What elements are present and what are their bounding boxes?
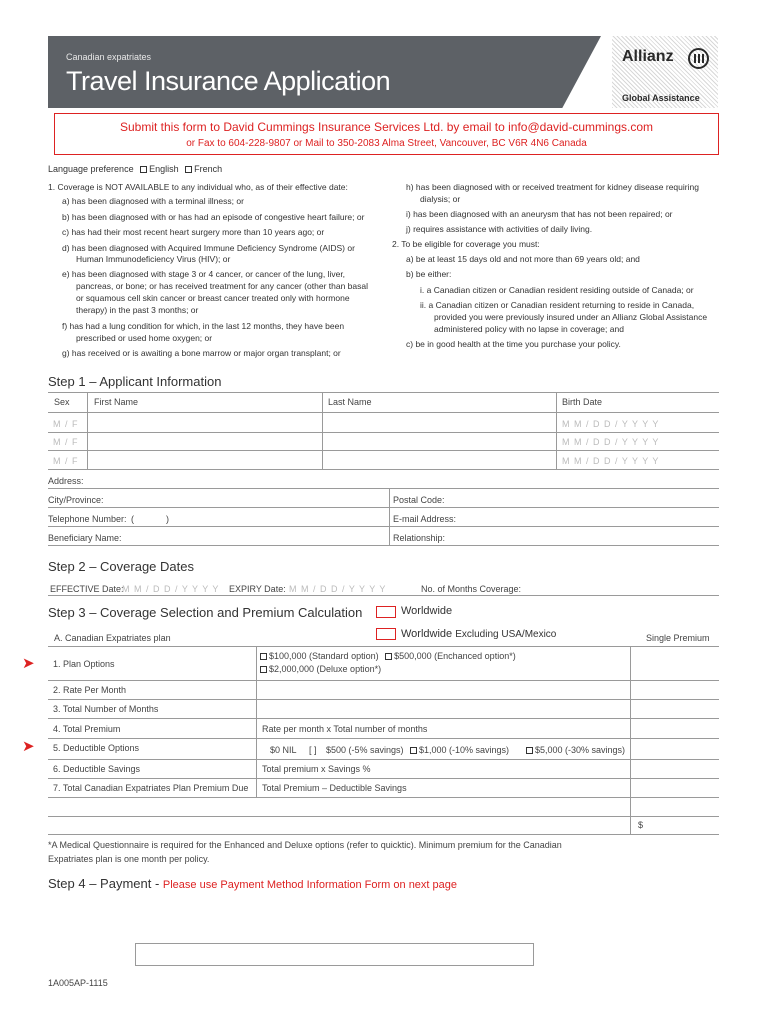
- row-total-due: 7. Total Canadian Expatriates Plan Premium Due: [53, 783, 249, 793]
- premium-row-rule-2: [48, 699, 719, 700]
- applicant1-first-name[interactable]: [90, 413, 320, 431]
- allianz-logo: Allianz: [622, 48, 674, 65]
- eligibility-1h-cont: dialysis; or: [420, 194, 461, 204]
- submission-notice-line2: or Fax to 604-228-9807 or Mail to 350-2083 Alma Street, Vancouver, BC V6R 4N6 Canada: [186, 138, 587, 149]
- eligibility-1e-cont2: or squamous cell skin cancer or breast cancer treated only with hormone: [76, 293, 350, 303]
- plan-label: A. Canadian Expatriates plan: [54, 633, 171, 643]
- row-rate-per-month: 2. Rate Per Month: [53, 685, 127, 695]
- eligibility-1d: d) has been diagnosed with Acquired Immune Deficiency Syndrome (AIDS) or: [62, 243, 355, 253]
- address-label: Address:: [48, 476, 84, 486]
- address-field[interactable]: [48, 488, 719, 489]
- col-sex: Sex: [54, 397, 70, 407]
- eligibility-1c: c) has had their most recent heart surgery more than 10 years ago; or: [62, 227, 325, 237]
- eligibility-1b: b) has been diagnosed with or has had an episode of congestive heart failure; or: [62, 212, 365, 222]
- option-500k-checkbox[interactable]: [385, 653, 392, 660]
- deductible-500-box[interactable]: [ ]: [309, 745, 317, 755]
- applicant3-sex[interactable]: M / F: [53, 456, 79, 466]
- allianz-eagle-icon: [688, 48, 709, 69]
- single-premium-label: Single Premium: [646, 633, 710, 643]
- deductible-savings-desc: Total premium x Savings %: [262, 764, 371, 774]
- plan-option-row1: [260, 651, 516, 661]
- plan-option-row2: [260, 664, 381, 674]
- option-2m-checkbox[interactable]: [260, 666, 267, 673]
- city-label: City/Province:: [48, 495, 104, 505]
- eligibility-1e-cont1: pancreas, or bone; or has received treatment for any cancer (other than basal: [76, 281, 368, 291]
- step4-title-text: Step 4 – Payment -: [48, 876, 163, 891]
- phone-area-open: (: [131, 514, 134, 524]
- french-label: French: [194, 164, 223, 174]
- language-label: Language preference: [48, 164, 134, 174]
- premium-row-rule-4: [48, 738, 719, 739]
- deductible-nil[interactable]: $0 NIL: [270, 745, 297, 755]
- eligibility-item-1: 1. Coverage is NOT AVAILABLE to any individual who, as of their effective date:: [48, 182, 348, 192]
- applicant3-last-name[interactable]: [325, 451, 554, 468]
- premium-row-rule-0: [48, 646, 719, 647]
- eligibility-1h: h) has been diagnosed with or received treatment for kidney disease requiring: [406, 182, 699, 192]
- phone-area-close: ): [166, 514, 169, 524]
- option-2m-label: $2,000,000 (Deluxe option*): [269, 664, 382, 674]
- option-100k-label: $100,000 (Standard option): [269, 651, 379, 661]
- footnote-line2: Expatriates plan is one month per policy.: [48, 854, 210, 864]
- applicant3-birth-date[interactable]: M M / D D / Y Y Y Y: [562, 456, 660, 466]
- applicant2-last-name[interactable]: [325, 433, 554, 449]
- total-due-desc: Total Premium – Deductible Savings: [262, 783, 407, 793]
- plan-options-arrow-icon: ➤: [22, 655, 35, 672]
- premium-col-1: [256, 646, 257, 797]
- eligibility-1a: a) has been diagnosed with a terminal illness; or: [62, 196, 244, 206]
- row-total-months: 3. Total Number of Months: [53, 704, 159, 714]
- eligibility-2a: a) be at least 15 days old and not more than 69 years old; and: [406, 254, 640, 264]
- col-birth-date: Birth Date: [562, 397, 603, 407]
- french-checkbox[interactable]: [185, 166, 192, 173]
- premium-row-rule-7: [48, 797, 719, 798]
- effective-date-label: EFFECTIVE Date:: [50, 584, 124, 594]
- eligibility-1d-cont: Human Immunodeficiency Virus (HIV); or: [76, 254, 231, 264]
- contact-divider: [389, 488, 390, 545]
- logo-subtitle: Global Assistance: [622, 93, 700, 103]
- applicant-grid-col-2: [322, 392, 323, 469]
- worldwide-label: Worldwide: [401, 605, 453, 617]
- applicant2-first-name[interactable]: [90, 433, 320, 449]
- deductible-1000-checkbox[interactable]: [410, 747, 417, 754]
- form-code: 1A005AP-1115: [48, 978, 108, 988]
- premium-col-2: [630, 646, 631, 834]
- worldwide-ex-usa-label: [401, 628, 556, 640]
- premium-row-rule-8: [48, 816, 719, 817]
- deductible-1000-option: [410, 745, 509, 755]
- col-last-name: Last Name: [328, 397, 372, 407]
- step1-title: Step 1 – Applicant Information: [48, 374, 222, 389]
- coverage-dates-rule: [48, 595, 719, 596]
- applicant3-first-name[interactable]: [90, 451, 320, 468]
- row-total-premium: 4. Total Premium: [53, 724, 121, 734]
- relationship-label: Relationship:: [393, 533, 446, 543]
- worldwide-checkbox[interactable]: [376, 606, 396, 618]
- beneficiary-label: Beneficiary Name:: [48, 533, 122, 543]
- postal-label: Postal Code:: [393, 495, 445, 505]
- eligibility-item-2: 2. To be eligible for coverage you must:: [392, 239, 540, 249]
- worldwide-ex-label-2: Excluding USA/Mexico: [455, 629, 557, 640]
- effective-date-input[interactable]: M M / D D / Y Y Y Y: [122, 584, 220, 594]
- deductible-500: $500 (-5% savings): [326, 745, 404, 755]
- worldwide-ex-label-1: Worldwide: [401, 628, 453, 640]
- option-500k-label: $500,000 (Enchanced option*): [394, 651, 516, 661]
- step3-title: Step 3 – Coverage Selection and Premium Calculation: [48, 605, 363, 620]
- months-coverage-label: No. of Months Coverage:: [421, 584, 522, 594]
- eligibility-2b-ii-cont1: provided you were previously insured under an Allianz Global Assistance: [434, 312, 708, 322]
- applicant1-sex[interactable]: M / F: [53, 419, 79, 429]
- step4-title: [48, 876, 457, 891]
- applicant-grid-rule-4: [48, 469, 719, 470]
- step4-payment-note: Please use Payment Method Information Form on next page: [162, 879, 458, 891]
- expiry-date-label: EXPIRY Date:: [229, 584, 286, 594]
- deductible-5000-label: $5,000 (-30% savings): [535, 745, 626, 755]
- eligibility-2b-ii: ii. a Canadian citizen or Canadian resident returning to reside in Canada,: [420, 300, 695, 310]
- premium-row-rule-1: [48, 680, 719, 681]
- eligibility-2b: b) be either:: [406, 269, 452, 279]
- premium-row-rule-3: [48, 718, 719, 719]
- email-label: E-mail Address:: [393, 514, 457, 524]
- applicant1-last-name[interactable]: [325, 413, 554, 431]
- applicant-grid-col-1: [87, 392, 88, 469]
- footnote-line1: *A Medical Questionnaire is required for the Enhanced and Deluxe options (refer to quicktic). Minimum premium for the Canadian: [48, 840, 562, 850]
- col-first-name: First Name: [94, 397, 139, 407]
- eligibility-1f-cont: prescribed or used home oxygen; or: [76, 333, 213, 343]
- deductible-5000-option: [526, 745, 625, 755]
- eligibility-1f: f) has had a lung condition for which, in the last 12 months, they have been: [62, 321, 345, 331]
- deductible-1000-label: $1,000 (-10% savings): [419, 745, 510, 755]
- phone-label: Telephone Number:: [48, 514, 127, 524]
- deductible-5000-checkbox[interactable]: [526, 747, 533, 754]
- city-postal-field[interactable]: [48, 507, 719, 508]
- phone-email-field[interactable]: [48, 526, 719, 527]
- english-checkbox[interactable]: [140, 166, 147, 173]
- total-due-dollar: $: [638, 820, 644, 830]
- submission-notice-line1: Submit this form to David Cummings Insurance Services Ltd. by email to info@david-cummings.com: [119, 120, 654, 134]
- eligibility-1g: g) has received or is awaiting a bone marrow or major organ transplant; or: [62, 348, 341, 358]
- premium-row-rule-5: [48, 759, 719, 760]
- english-label: English: [149, 164, 179, 174]
- page-title: Travel Insurance Application: [66, 66, 391, 96]
- option-100k-checkbox[interactable]: [260, 653, 267, 660]
- total-premium-desc: Rate per month x Total number of months: [262, 724, 428, 734]
- applicant2-sex[interactable]: M / F: [53, 437, 79, 447]
- step2-title: Step 2 – Coverage Dates: [48, 559, 194, 574]
- row-plan-options: 1. Plan Options: [53, 659, 115, 669]
- row-deductible-options: 5. Deductible Options: [53, 743, 140, 753]
- eligibility-1i: i) has been diagnosed with an aneurysm that has not been repaired; or: [406, 209, 673, 219]
- applicant1-birth-date[interactable]: M M / D D / Y Y Y Y: [562, 419, 660, 429]
- eligibility-1j: j) requires assistance with activities of daily living.: [406, 224, 593, 234]
- premium-row-rule-9: [48, 834, 719, 835]
- beneficiary-field[interactable]: [48, 545, 719, 546]
- header-subtitle: Canadian expatriates: [66, 52, 152, 62]
- eligibility-1e: e) has been diagnosed with stage 3 or 4 cancer, or cancer of the lung, liver,: [62, 269, 346, 279]
- signature-box[interactable]: [135, 943, 534, 966]
- eligibility-2c: c) be in good health at the time you purchase your policy.: [406, 339, 621, 349]
- applicant-grid-col-3: [556, 392, 557, 469]
- eligibility-1e-cont3: therapy) in the past 3 months; or: [76, 305, 199, 315]
- eligibility-2b-i: i. a Canadian citizen or Canadian resident residing outside of Canada; or: [420, 285, 694, 295]
- premium-row-rule-6: [48, 778, 719, 779]
- expiry-date-input[interactable]: M M / D D / Y Y Y Y: [289, 584, 387, 594]
- step1-top-rule: [48, 392, 719, 393]
- deductible-options-arrow-icon: ➤: [22, 738, 35, 755]
- eligibility-2b-ii-cont2: administered policy with no lapse in coverage; and: [434, 324, 624, 334]
- language-preference: [48, 164, 222, 174]
- worldwide-ex-usa-checkbox[interactable]: [376, 628, 396, 640]
- applicant2-birth-date[interactable]: M M / D D / Y Y Y Y: [562, 437, 660, 447]
- row-deductible-savings: 6. Deductible Savings: [53, 764, 141, 774]
